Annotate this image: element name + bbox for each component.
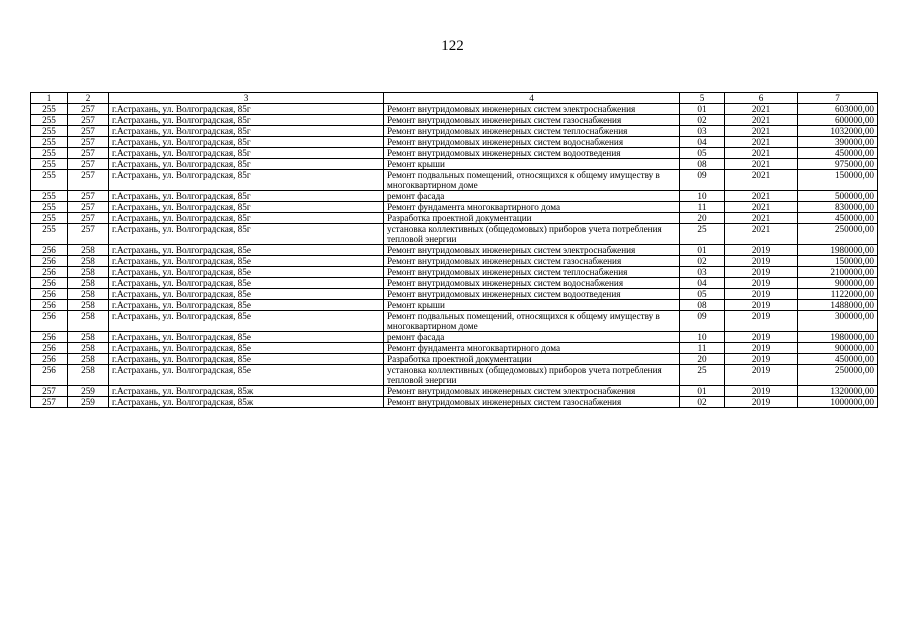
row-number-cell: 257 [31, 386, 68, 397]
year-cell: 2021 [725, 137, 798, 148]
house-number-cell: 257 [68, 126, 109, 137]
table-body [31, 104, 878, 408]
cost-cell: 900000,00 [798, 343, 878, 354]
address-cell: г.Астрахань, ул. Волгоградская, 85е [109, 365, 384, 386]
row-number-cell: 255 [31, 224, 68, 245]
row-number-cell: 255 [31, 137, 68, 148]
column-header: 1 [31, 93, 68, 104]
cost-cell: 603000,00 [798, 104, 878, 115]
table-row [31, 343, 878, 354]
work-code-cell: 08 [680, 300, 725, 311]
year-cell: 2019 [725, 300, 798, 311]
year-cell: 2021 [725, 191, 798, 202]
year-cell: 2019 [725, 343, 798, 354]
work-code-cell: 09 [680, 311, 725, 332]
work-type-cell: Ремонт внутридомовых инженерных систем водоотведения [384, 289, 680, 300]
address-cell: г.Астрахань, ул. Волгоградская, 85ж [109, 397, 384, 408]
table-row [31, 365, 878, 386]
work-code-cell: 25 [680, 224, 725, 245]
work-code-cell: 11 [680, 202, 725, 213]
address-cell: г.Астрахань, ул. Волгоградская, 85г [109, 202, 384, 213]
work-code-cell: 05 [680, 148, 725, 159]
work-type-cell: ремонт фасада [384, 332, 680, 343]
table-row [31, 148, 878, 159]
table-row [31, 245, 878, 256]
table-row [31, 170, 878, 191]
column-header: 6 [725, 93, 798, 104]
year-cell: 2021 [725, 104, 798, 115]
cost-cell: 975000,00 [798, 159, 878, 170]
cost-cell: 500000,00 [798, 191, 878, 202]
page-number: 122 [441, 38, 464, 54]
work-code-cell: 01 [680, 386, 725, 397]
cost-cell: 1488000,00 [798, 300, 878, 311]
work-type-cell: Ремонт крыши [384, 159, 680, 170]
year-cell: 2021 [725, 126, 798, 137]
address-cell: г.Астрахань, ул. Волгоградская, 85е [109, 343, 384, 354]
table-row [31, 354, 878, 365]
house-number-cell: 258 [68, 300, 109, 311]
table-row [31, 115, 878, 126]
work-code-cell: 04 [680, 137, 725, 148]
work-code-cell: 03 [680, 126, 725, 137]
house-number-cell: 258 [68, 332, 109, 343]
cost-cell: 900000,00 [798, 278, 878, 289]
work-code-cell: 25 [680, 365, 725, 386]
year-cell: 2019 [725, 245, 798, 256]
table-row [31, 300, 878, 311]
cost-cell: 1980000,00 [798, 245, 878, 256]
house-number-cell: 258 [68, 354, 109, 365]
row-number-cell: 256 [31, 343, 68, 354]
house-number-cell: 257 [68, 191, 109, 202]
year-cell: 2019 [725, 386, 798, 397]
table-row [31, 332, 878, 343]
work-type-cell: ремонт фасада [384, 191, 680, 202]
address-cell: г.Астрахань, ул. Волгоградская, 85е [109, 332, 384, 343]
work-code-cell: 10 [680, 191, 725, 202]
table-row [31, 159, 878, 170]
address-cell: г.Астрахань, ул. Волгоградская, 85е [109, 278, 384, 289]
row-number-cell: 255 [31, 115, 68, 126]
row-number-cell: 256 [31, 267, 68, 278]
cost-cell: 150000,00 [798, 170, 878, 191]
house-number-cell: 258 [68, 289, 109, 300]
cost-cell: 600000,00 [798, 115, 878, 126]
house-number-cell: 258 [68, 343, 109, 354]
table-row [31, 397, 878, 408]
address-cell: г.Астрахань, ул. Волгоградская, 85г [109, 148, 384, 159]
house-number-cell: 258 [68, 278, 109, 289]
cost-cell: 1320000,00 [798, 386, 878, 397]
column-header: 4 [384, 93, 680, 104]
address-cell: г.Астрахань, ул. Волгоградская, 85г [109, 115, 384, 126]
work-code-cell: 02 [680, 397, 725, 408]
table-row [31, 289, 878, 300]
table-row [31, 386, 878, 397]
cost-cell: 300000,00 [798, 311, 878, 332]
work-code-cell: 01 [680, 245, 725, 256]
address-cell: г.Астрахань, ул. Волгоградская, 85г [109, 137, 384, 148]
work-type-cell: Ремонт подвальных помещений, относящихся к общему имуществу в многоквартирном доме [384, 170, 680, 191]
work-type-cell: Ремонт внутридомовых инженерных систем газоснабжения [384, 256, 680, 267]
work-type-cell: Ремонт внутридомовых инженерных систем теплоснабжения [384, 267, 680, 278]
year-cell: 2021 [725, 170, 798, 191]
row-number-cell: 256 [31, 311, 68, 332]
column-header: 3 [109, 93, 384, 104]
cost-cell: 250000,00 [798, 224, 878, 245]
address-cell: г.Астрахань, ул. Волгоградская, 85е [109, 256, 384, 267]
work-type-cell: установка коллективных (общедомовых) приборов учета потребления тепловой энергии [384, 365, 680, 386]
register-table [30, 92, 878, 408]
table-row [31, 256, 878, 267]
house-number-cell: 257 [68, 213, 109, 224]
row-number-cell: 256 [31, 256, 68, 267]
year-cell: 2019 [725, 365, 798, 386]
work-code-cell: 10 [680, 332, 725, 343]
house-number-cell: 257 [68, 224, 109, 245]
work-type-cell: Ремонт подвальных помещений, относящихся к общему имуществу в многоквартирном доме [384, 311, 680, 332]
house-number-cell: 257 [68, 202, 109, 213]
table-row [31, 311, 878, 332]
table-row [31, 126, 878, 137]
year-cell: 2019 [725, 354, 798, 365]
year-cell: 2019 [725, 256, 798, 267]
address-cell: г.Астрахань, ул. Волгоградская, 85е [109, 300, 384, 311]
house-number-cell: 259 [68, 386, 109, 397]
address-cell: г.Астрахань, ул. Волгоградская, 85г [109, 213, 384, 224]
row-number-cell: 255 [31, 148, 68, 159]
year-cell: 2019 [725, 332, 798, 343]
work-type-cell: Ремонт внутридомовых инженерных систем водоснабжения [384, 278, 680, 289]
address-cell: г.Астрахань, ул. Волгоградская, 85е [109, 311, 384, 332]
row-number-cell: 255 [31, 202, 68, 213]
table-row [31, 278, 878, 289]
work-code-cell: 04 [680, 278, 725, 289]
row-number-cell: 255 [31, 213, 68, 224]
column-header: 2 [68, 93, 109, 104]
house-number-cell: 257 [68, 148, 109, 159]
row-number-cell: 256 [31, 245, 68, 256]
work-type-cell: Ремонт внутридомовых инженерных систем газоснабжения [384, 397, 680, 408]
work-code-cell: 05 [680, 289, 725, 300]
year-cell: 2021 [725, 213, 798, 224]
column-header: 7 [798, 93, 878, 104]
work-type-cell: Ремонт внутридомовых инженерных систем водоотведения [384, 148, 680, 159]
table-row [31, 104, 878, 115]
house-number-cell: 257 [68, 159, 109, 170]
work-type-cell: установка коллективных (общедомовых) приборов учета потребления тепловой энергии [384, 224, 680, 245]
cost-cell: 1000000,00 [798, 397, 878, 408]
work-code-cell: 08 [680, 159, 725, 170]
address-cell: г.Астрахань, ул. Волгоградская, 85г [109, 224, 384, 245]
address-cell: г.Астрахань, ул. Волгоградская, 85е [109, 289, 384, 300]
work-type-cell: Разработка проектной документации [384, 213, 680, 224]
work-type-cell: Ремонт внутридомовых инженерных систем теплоснабжения [384, 126, 680, 137]
table-header-row [31, 93, 878, 104]
column-header: 5 [680, 93, 725, 104]
table-row [31, 267, 878, 278]
year-cell: 2019 [725, 311, 798, 332]
year-cell: 2021 [725, 148, 798, 159]
house-number-cell: 258 [68, 311, 109, 332]
address-cell: г.Астрахань, ул. Волгоградская, 85е [109, 354, 384, 365]
year-cell: 2021 [725, 159, 798, 170]
address-cell: г.Астрахань, ул. Волгоградская, 85г [109, 170, 384, 191]
cost-cell: 150000,00 [798, 256, 878, 267]
cost-cell: 450000,00 [798, 148, 878, 159]
work-type-cell: Ремонт внутридомовых инженерных систем электроснабжения [384, 386, 680, 397]
year-cell: 2019 [725, 267, 798, 278]
house-number-cell: 258 [68, 267, 109, 278]
table-row [31, 224, 878, 245]
row-number-cell: 256 [31, 289, 68, 300]
address-cell: г.Астрахань, ул. Волгоградская, 85г [109, 159, 384, 170]
row-number-cell: 256 [31, 365, 68, 386]
row-number-cell: 255 [31, 170, 68, 191]
row-number-cell: 256 [31, 278, 68, 289]
cost-cell: 450000,00 [798, 213, 878, 224]
address-cell: г.Астрахань, ул. Волгоградская, 85е [109, 245, 384, 256]
work-type-cell: Ремонт фундамента многоквартирного дома [384, 343, 680, 354]
house-number-cell: 257 [68, 104, 109, 115]
table-row [31, 202, 878, 213]
work-type-cell: Ремонт внутридомовых инженерных систем электроснабжения [384, 245, 680, 256]
table-row [31, 191, 878, 202]
cost-cell: 2100000,00 [798, 267, 878, 278]
year-cell: 2021 [725, 202, 798, 213]
row-number-cell: 256 [31, 300, 68, 311]
row-number-cell: 255 [31, 126, 68, 137]
work-code-cell: 11 [680, 343, 725, 354]
cost-cell: 1122000,00 [798, 289, 878, 300]
work-code-cell: 02 [680, 256, 725, 267]
house-number-cell: 258 [68, 256, 109, 267]
cost-cell: 1980000,00 [798, 332, 878, 343]
row-number-cell: 255 [31, 191, 68, 202]
house-number-cell: 258 [68, 245, 109, 256]
address-cell: г.Астрахань, ул. Волгоградская, 85г [109, 104, 384, 115]
year-cell: 2021 [725, 224, 798, 245]
row-number-cell: 255 [31, 104, 68, 115]
address-cell: г.Астрахань, ул. Волгоградская, 85е [109, 267, 384, 278]
house-number-cell: 257 [68, 170, 109, 191]
work-code-cell: 02 [680, 115, 725, 126]
house-number-cell: 257 [68, 115, 109, 126]
work-code-cell: 20 [680, 213, 725, 224]
row-number-cell: 257 [31, 397, 68, 408]
house-number-cell: 258 [68, 365, 109, 386]
cost-cell: 450000,00 [798, 354, 878, 365]
address-cell: г.Астрахань, ул. Волгоградская, 85ж [109, 386, 384, 397]
work-code-cell: 03 [680, 267, 725, 278]
cost-cell: 1032000,00 [798, 126, 878, 137]
work-type-cell: Ремонт внутридомовых инженерных систем газоснабжения [384, 115, 680, 126]
work-type-cell: Ремонт фундамента многоквартирного дома [384, 202, 680, 213]
table-row [31, 137, 878, 148]
house-number-cell: 257 [68, 137, 109, 148]
row-number-cell: 255 [31, 159, 68, 170]
work-type-cell: Ремонт крыши [384, 300, 680, 311]
table-row [31, 213, 878, 224]
work-type-cell: Разработка проектной документации [384, 354, 680, 365]
cost-cell: 250000,00 [798, 365, 878, 386]
year-cell: 2019 [725, 289, 798, 300]
work-type-cell: Ремонт внутридомовых инженерных систем водоснабжения [384, 137, 680, 148]
year-cell: 2019 [725, 278, 798, 289]
row-number-cell: 256 [31, 354, 68, 365]
address-cell: г.Астрахань, ул. Волгоградская, 85г [109, 191, 384, 202]
cost-cell: 830000,00 [798, 202, 878, 213]
year-cell: 2019 [725, 397, 798, 408]
house-number-cell: 259 [68, 397, 109, 408]
work-type-cell: Ремонт внутридомовых инженерных систем электроснабжения [384, 104, 680, 115]
work-code-cell: 01 [680, 104, 725, 115]
row-number-cell: 256 [31, 332, 68, 343]
year-cell: 2021 [725, 115, 798, 126]
work-code-cell: 20 [680, 354, 725, 365]
address-cell: г.Астрахань, ул. Волгоградская, 85г [109, 126, 384, 137]
work-code-cell: 09 [680, 170, 725, 191]
cost-cell: 390000,00 [798, 137, 878, 148]
